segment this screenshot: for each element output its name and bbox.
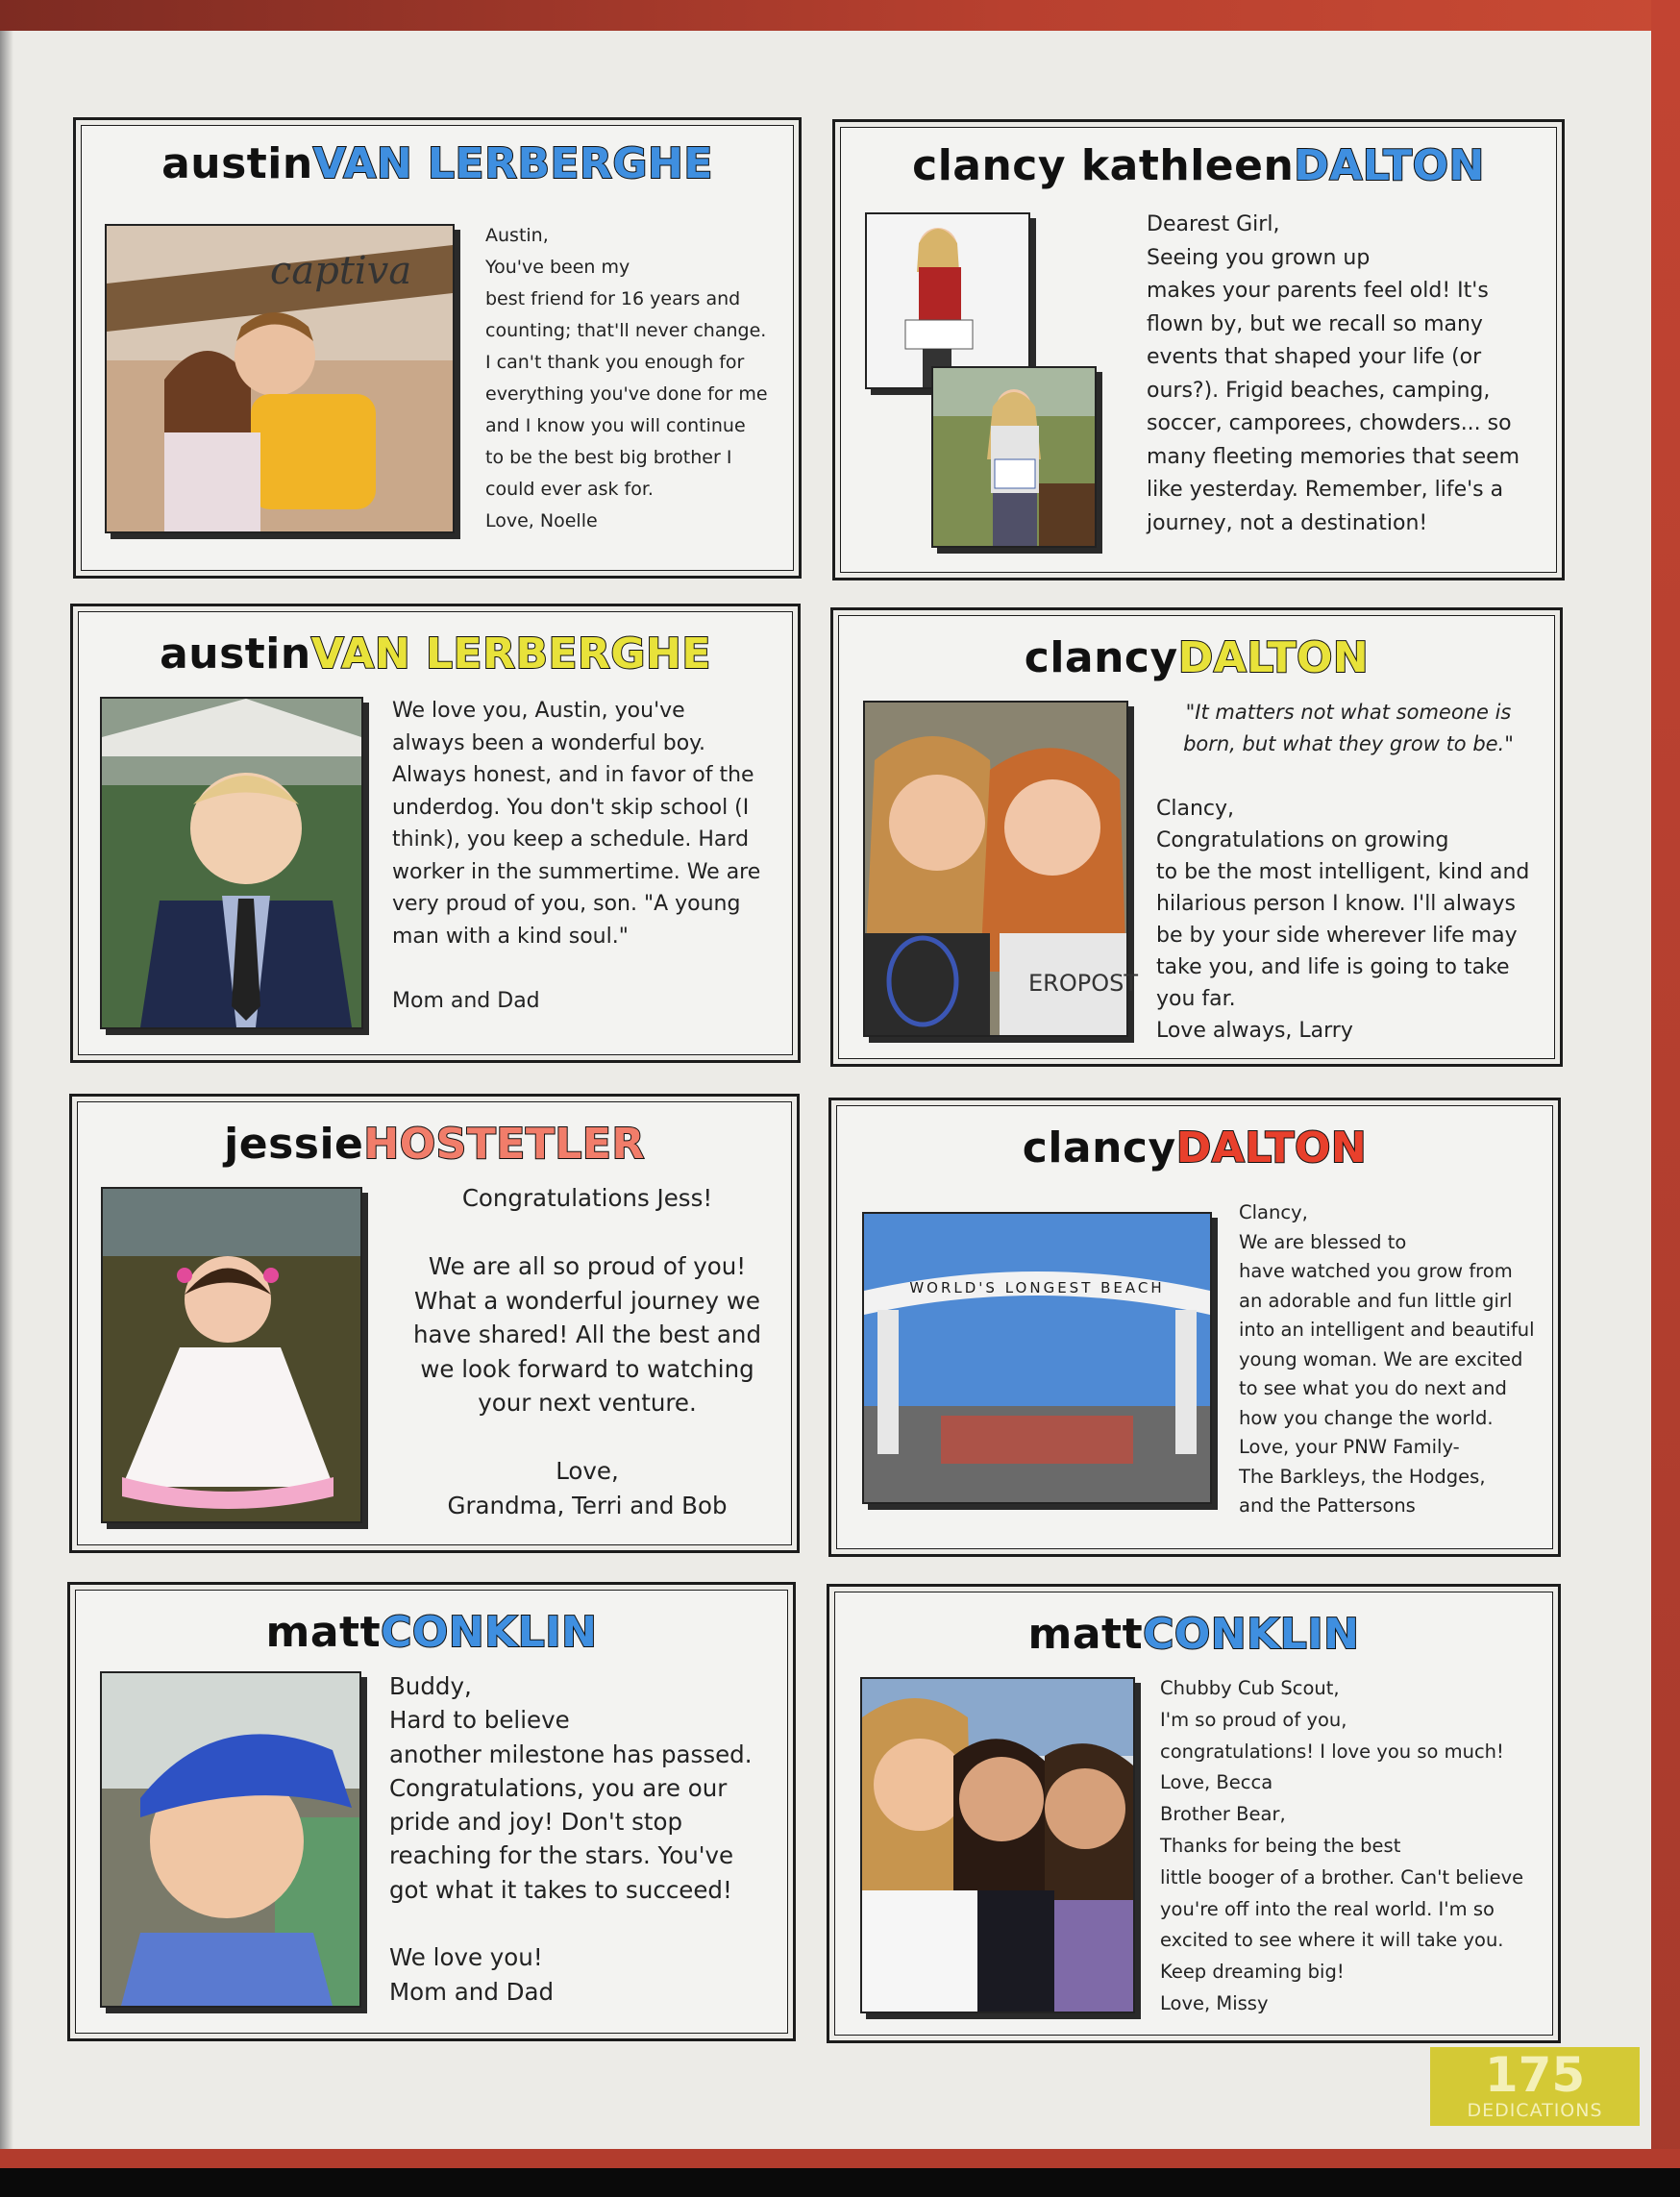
photo-clancy-friends bbox=[863, 701, 1138, 1037]
first-name: clancy bbox=[1022, 1123, 1176, 1173]
photo-illustration bbox=[933, 368, 1095, 546]
card-frame bbox=[77, 1101, 792, 1545]
dedication-quote: "It matters not what someone is born, but what they grow to be." bbox=[1183, 701, 1514, 755]
card-title bbox=[837, 1123, 1552, 1173]
dedication-message: Buddy, Hard to believe another milestone has passed. Congratulations, you are our pride and joy! Don't stop reaching for the stars. You've got what it takes to succeed! We love you! Mom and Dad bbox=[389, 1672, 753, 2006]
svg-text:EROPOST: EROPOST bbox=[1028, 970, 1138, 997]
first-name: clancy kathleen bbox=[912, 141, 1295, 190]
card-title bbox=[78, 1120, 791, 1169]
dedication-message: Austin, You've been my best friend for 16 years and counting; that'll never change. I can't thank you enough for everything you've done for me and I know you will continue to be the best big brother I could ever ask for. Love, Noelle bbox=[485, 225, 768, 531]
photo-illustration bbox=[107, 226, 453, 531]
dedication-card-clancy-2 bbox=[830, 607, 1563, 1067]
photo-illustration bbox=[102, 699, 361, 1027]
page-number: 175 bbox=[1484, 2047, 1586, 2103]
svg-text:captiva: captiva bbox=[270, 249, 412, 293]
first-name: jessie bbox=[224, 1120, 364, 1169]
card-frame bbox=[838, 615, 1555, 1059]
photo-jessie-toddler bbox=[101, 1187, 362, 1523]
dedication-message: Dearest Girl, Seeing you grown up makes your parents feel old! It's flown by, but we recall so many events that shaped your life (or ours?). Frigid beaches, camping, soccer, camporees, chowders... so many fleeting memories that seem like yesterday. Remember, life's a journey, not a destination! bbox=[1147, 212, 1520, 535]
card-title bbox=[76, 1608, 787, 1657]
photo-clancy-child bbox=[865, 212, 1030, 389]
first-name: matt bbox=[1027, 1610, 1144, 1659]
card-frame bbox=[81, 125, 794, 571]
photo-illustration bbox=[102, 1673, 359, 2006]
photo-matt-child bbox=[100, 1671, 361, 2008]
photo-matt-sisters bbox=[860, 1677, 1135, 2013]
dedication-card-austin-1 bbox=[73, 117, 802, 579]
dedication-card-matt-2 bbox=[827, 1584, 1561, 2043]
dedication-message: We love you, Austin, you've always been a wonderful boy. Always honest, and in favor of the underdog. You don't skip school (I think), you keep a schedule. Hard worker in the summertime. We are very proud of you, son. "A young man with a kind soul." Mom and Dad bbox=[392, 699, 761, 1013]
dedication-message: Congratulations Jess! We are all so proud of you! What a wonderful journey we have shared! All the best and we look forward to watching your next venture. Love, Grandma, Terri and Bob bbox=[412, 1184, 761, 1519]
first-name: austin bbox=[160, 629, 311, 679]
last-name: VAN LERBERGHE bbox=[312, 139, 713, 188]
photo-illustration bbox=[865, 703, 1138, 1035]
page-binding-shade bbox=[0, 0, 13, 2197]
dedication-card-matt-1 bbox=[67, 1582, 796, 2041]
background-bottom bbox=[0, 2168, 1680, 2197]
card-title bbox=[839, 633, 1554, 682]
card-title bbox=[841, 141, 1556, 190]
dedication-message: Chubby Cub Scout, I'm so proud of you, congratulations! I love you so much! Love, Becca Brother Bear, Thanks for being the best little booger of a brother. Can't believe you're off into the real world. I'm so excited to see where it will take you. Keep dreaming big! Love, Missy bbox=[1160, 1677, 1524, 2014]
photo-clancy-teen bbox=[931, 366, 1097, 548]
photo-illustration bbox=[103, 1189, 360, 1521]
last-name: CONKLIN bbox=[1143, 1610, 1360, 1659]
binder-edge-bottom bbox=[0, 2149, 1680, 2168]
card-title bbox=[79, 629, 792, 679]
last-name: VAN LERBERGHE bbox=[310, 629, 711, 679]
first-name: matt bbox=[265, 1608, 382, 1657]
section-label: DEDICATIONS bbox=[1467, 2100, 1603, 2121]
page-number-tab bbox=[1430, 2047, 1640, 2126]
dedication-message: Clancy, We are blessed to have watched you grow from an adorable and fun little girl into an intelligent and beautiful young woman. We are excited to see what you do next and how you change the world. Love, your PNW Family- The Barkleys, the Hodges, and the Pattersons bbox=[1239, 1201, 1535, 1517]
photo-illustration bbox=[864, 1214, 1210, 1502]
card-frame bbox=[75, 1590, 788, 2034]
dedication-card-clancy-1 bbox=[832, 119, 1565, 580]
dedication-card-jessie bbox=[69, 1094, 800, 1553]
photo-longest-beach bbox=[862, 1212, 1212, 1504]
dedication-message: Clancy, Congratulations on growing to be the most intelligent, kind and hilarious person I know. I'll always be by your side wherever life may take you, and life is going to take you far. Love always, Larry bbox=[1156, 797, 1530, 1043]
sign-text: WORLD'S LONGEST BEACH bbox=[909, 1279, 1165, 1296]
last-name: HOSTETLER bbox=[363, 1120, 645, 1169]
photo-illustration bbox=[862, 1679, 1133, 2012]
dedication-card-clancy-3 bbox=[828, 1098, 1561, 1557]
card-title bbox=[82, 139, 793, 188]
photo-austin-toddler bbox=[100, 697, 363, 1029]
first-name: clancy bbox=[1024, 633, 1178, 682]
dedication-card-austin-2 bbox=[70, 604, 801, 1063]
last-name: DALTON bbox=[1294, 141, 1485, 190]
card-frame bbox=[836, 1105, 1553, 1549]
binder-edge-top bbox=[0, 0, 1680, 31]
first-name: austin bbox=[161, 139, 313, 188]
card-frame bbox=[78, 611, 793, 1055]
card-title bbox=[835, 1610, 1552, 1659]
binder-edge-right bbox=[1651, 0, 1680, 2197]
photo-illustration bbox=[867, 214, 1028, 387]
card-frame bbox=[840, 127, 1557, 573]
last-name: CONKLIN bbox=[381, 1608, 598, 1657]
last-name: DALTON bbox=[1177, 633, 1370, 682]
last-name: DALTON bbox=[1175, 1123, 1368, 1173]
card-frame bbox=[834, 1592, 1553, 2036]
photo-austin-noelle bbox=[105, 224, 455, 533]
